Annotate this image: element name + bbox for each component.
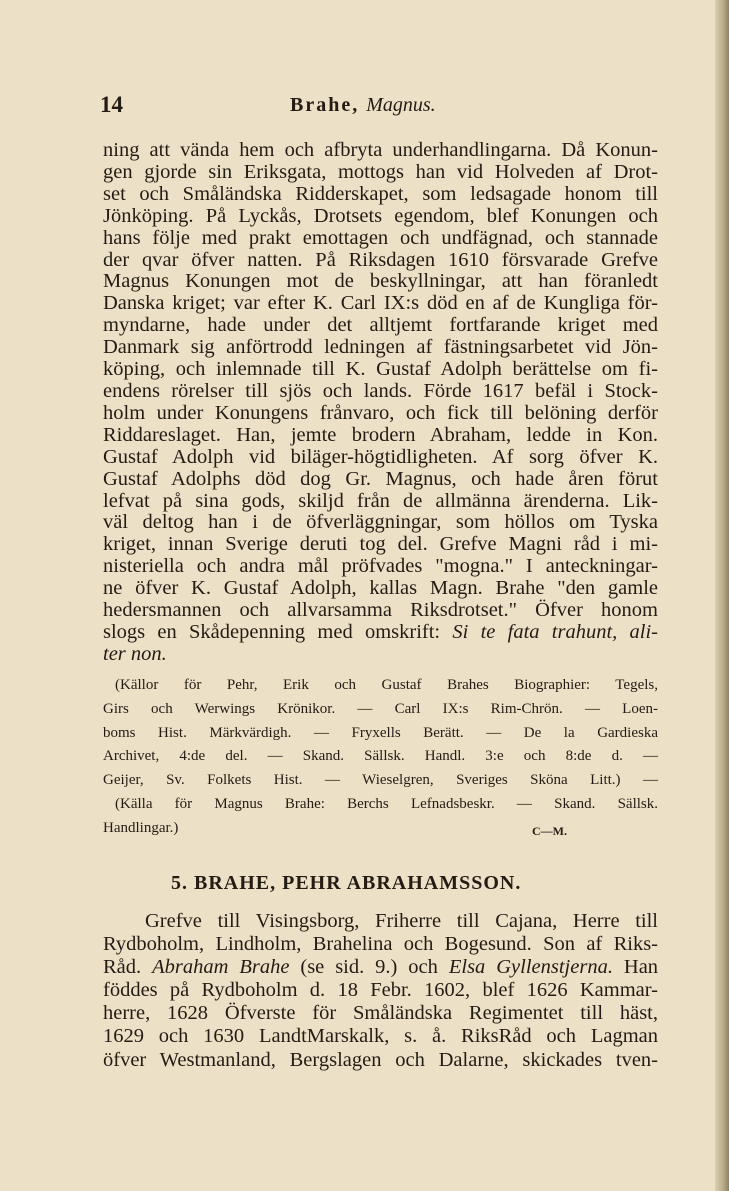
section-number: 5. bbox=[171, 872, 188, 894]
sources-note bbox=[103, 674, 658, 841]
text-line: ne öfver K. Gustaf Adolph, kallas Magn. Brahe "den gamle bbox=[103, 577, 658, 600]
text-line-with-motto bbox=[103, 622, 658, 644]
source-line: Girs och Werwings Krönikor. — Carl IX:s Rim-Chrön. — Loen- bbox=[103, 700, 658, 717]
text-line: der qvar öfver natten. På Riksdagen 1610 försvarade Grefve bbox=[103, 248, 658, 271]
text-line: Danmark sig anförtrodd ledningen af fästningsarbetet vid Jön- bbox=[103, 336, 658, 359]
text-fragment: (se sid. 9.) och bbox=[300, 956, 438, 979]
text-line-parents bbox=[103, 956, 658, 979]
page-number: 14 bbox=[100, 92, 123, 117]
source-line: boms Hist. Märkvärdigh. — Fryxells Berätt. — De la Gardieska bbox=[103, 724, 658, 741]
section-title: BRAHE, PEHR ABRAHAMSSON. bbox=[194, 872, 522, 894]
text-line: nisteriella och andra mål pröfvades "mogna." I anteckningar- bbox=[103, 555, 658, 578]
text-line: myndarne, hade under det alltjemt fortfarande kriget med bbox=[103, 314, 658, 337]
text-line: Gustaf Adolph vid biläger-högtidligheten. Af sorg öfver K. bbox=[103, 445, 658, 468]
text-line: Danska kriget; var efter K. Carl IX:s död en af de Kungliga för- bbox=[103, 292, 658, 315]
text-line: Rydboholm, Lindholm, Brahelina och Bogesund. Son af Riks- bbox=[103, 933, 658, 956]
father-name: Abraham Brahe bbox=[152, 956, 290, 979]
mother-name: Elsa Gyllenstjerna. bbox=[448, 956, 613, 979]
page-edge bbox=[715, 0, 729, 1191]
text-line: kriget, innan Sverige deruti tog del. Grefve Magni råd i mi- bbox=[103, 533, 658, 556]
text-line: herre, 1628 Öfverste för Småländska Regimentet till häst, bbox=[103, 1002, 658, 1025]
author-signature: C—M. bbox=[532, 824, 567, 838]
source-line: Archivet, 4:de del. — Skand. Sällsk. Handl. 3:e och 8:de d. — bbox=[103, 748, 658, 765]
text-line: ning att vända hem och afbryta underhandlingarna. Då Konun- bbox=[103, 139, 658, 161]
source-line: Handlingar.) bbox=[103, 819, 179, 836]
text-line: Gustaf Adolphs död dog Gr. Magnus, och hade åren förut bbox=[103, 467, 658, 490]
section-heading bbox=[171, 872, 521, 895]
medal-motto-end: ter non. bbox=[103, 642, 167, 665]
running-head bbox=[290, 94, 436, 117]
source-line: (Källa för Magnus Brahe: Berchs Lefnadsbeskr. — Skand. Sällsk. bbox=[115, 795, 658, 812]
text-line: Riddareslaget. Han, jemte brodern Abraham, ledde in Kon. bbox=[103, 423, 658, 446]
source-line: Geijer, Sv. Folkets Hist. — Wieselgren, Sveriges Sköna Litt.) — bbox=[103, 772, 658, 789]
source-line: (Källor för Pehr, Erik och Gustaf Brahes Biographier: Tegels, bbox=[115, 677, 658, 693]
text-line: gen gjorde sin Eriksgata, mottogs han vid Holveden af Drot- bbox=[103, 160, 658, 183]
text-line: föddes på Rydboholm d. 18 Febr. 1602, blef 1626 Kammar- bbox=[103, 979, 658, 1002]
text-line: hans följe med prakt emottagen och undfägnad, och stannade bbox=[103, 226, 658, 249]
medal-motto: Si te fata trahunt, ali- bbox=[452, 620, 659, 643]
section-text bbox=[103, 910, 658, 1072]
text-line: set och Småländska Ridderskapet, som ledsagade honom till bbox=[103, 182, 658, 205]
text-line: köping, och inlemnade till K. Gustaf Adolph berättelse om fi- bbox=[103, 358, 658, 381]
running-head-surname: Brahe, bbox=[290, 94, 360, 116]
text-line: öfver Westmanland, Bergslagen och Dalarne, skickades tven- bbox=[103, 1048, 658, 1071]
text-line: endens rörelser till sjös och lands. Förde 1617 befäl i Stock- bbox=[103, 379, 658, 402]
text-line: hedersmannen och allvarsamma Riksdrotset." Öfver honom bbox=[103, 599, 658, 622]
text-line: Grefve till Visingsborg, Friherre till Cajana, Herre till bbox=[145, 910, 658, 932]
text-line: 1629 och 1630 LandtMarskalk, s. å. RiksRåd och Lagman bbox=[103, 1025, 658, 1048]
main-text bbox=[103, 140, 658, 666]
text-line: lefvat på sina gods, skiljd från de allmänna ärenderna. Lik- bbox=[103, 489, 658, 512]
text-line: Magnus Konungen mot de beskyllningar, att han föranledt bbox=[103, 270, 658, 293]
text-line: Jönköping. På Lyckås, Drotsets egendom, blef Konungen och bbox=[103, 204, 658, 227]
text-line: holm under Konungens frånvaro, och fick till belöning derför bbox=[103, 401, 658, 424]
text-fragment: slogs en Skådepenning med omskrift: bbox=[103, 620, 441, 643]
text-fragment: Råd. bbox=[103, 956, 142, 979]
text-line: väl deltog han i de öfverläggningar, som höllos om Tyska bbox=[103, 511, 658, 534]
running-head-given-name: Magnus. bbox=[366, 94, 436, 116]
page-header bbox=[100, 88, 660, 128]
text-fragment: Han bbox=[623, 956, 659, 979]
